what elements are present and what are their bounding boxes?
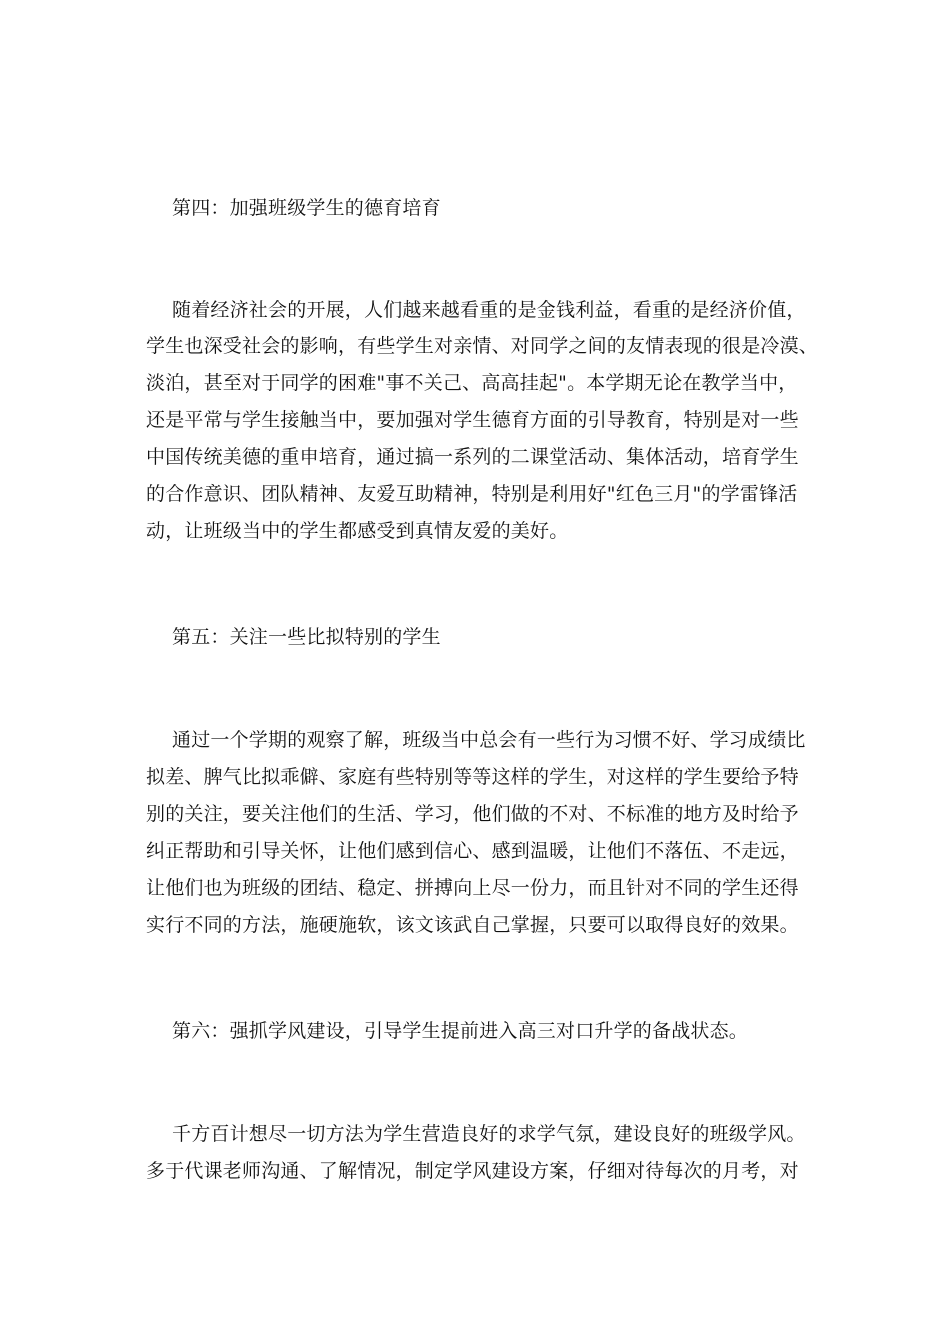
paragraph-line: 还是平常与学生接触当中，要加强对学生德育方面的引导教育，特别是对一些 [146, 409, 799, 431]
paragraph-line: 多于代课老师沟通、了解情况，制定学风建设方案，仔细对待每次的月考，对 [146, 1160, 799, 1182]
paragraph-line: 动，让班级当中的学生都感受到真情友爱的美好。 [146, 520, 569, 542]
paragraph-line: 的合作意识、团队精神、友爱互助精神，特别是利用好"红色三月"的学雷锋活 [146, 483, 798, 505]
paragraph-line: 通过一个学期的观察了解，班级当中总会有一些行为习惯不好、学习成绩比 [172, 729, 806, 751]
paragraph-line: 随着经济社会的开展，人们越来越看重的是金钱利益，看重的是经济价值， [172, 299, 806, 321]
paragraph-line: 拟差、脾气比拟乖僻、家庭有些特别等等这样的学生，对这样的学生要给予特 [146, 766, 799, 788]
paragraph-line: 中国传统美德的重申培育，通过搞一系列的二课堂活动、集体活动，培育学生 [146, 446, 799, 468]
paragraph-line: 学生也深受社会的影响，有些学生对亲情、对同学之间的友情表现的很是冷漠、 [146, 335, 819, 357]
paragraph-line: 实行不同的方法，施硬施软，该文该武自己掌握，只要可以取得良好的效果。 [146, 914, 799, 936]
section-heading-6: 第六：强抓学风建设，引导学生提前进入高三对口升学的备战状态。 [172, 1020, 749, 1042]
paragraph-line: 千方百计想尽一切方法为学生营造良好的求学气氛，建设良好的班级学风。 [172, 1123, 806, 1145]
section-heading-5: 第五：关注一些比拟特别的学生 [172, 626, 441, 648]
paragraph-line: 纠正帮助和引导关怀，让他们感到信心、感到温暖，让他们不落伍、不走远， [146, 840, 799, 862]
paragraph-line: 别的关注，要关注他们的生活、学习，他们做的不对、不标准的地方及时给予 [146, 803, 799, 825]
section-heading-4: 第四：加强班级学生的德育培育 [172, 197, 441, 219]
paragraph-line: 淡泊，甚至对于同学的困难"事不关己、高高挂起"。本学期无论在教学当中， [146, 372, 798, 394]
paragraph-line: 让他们也为班级的团结、稳定、拼搏向上尽一份力，而且针对不同的学生还得 [146, 877, 799, 899]
